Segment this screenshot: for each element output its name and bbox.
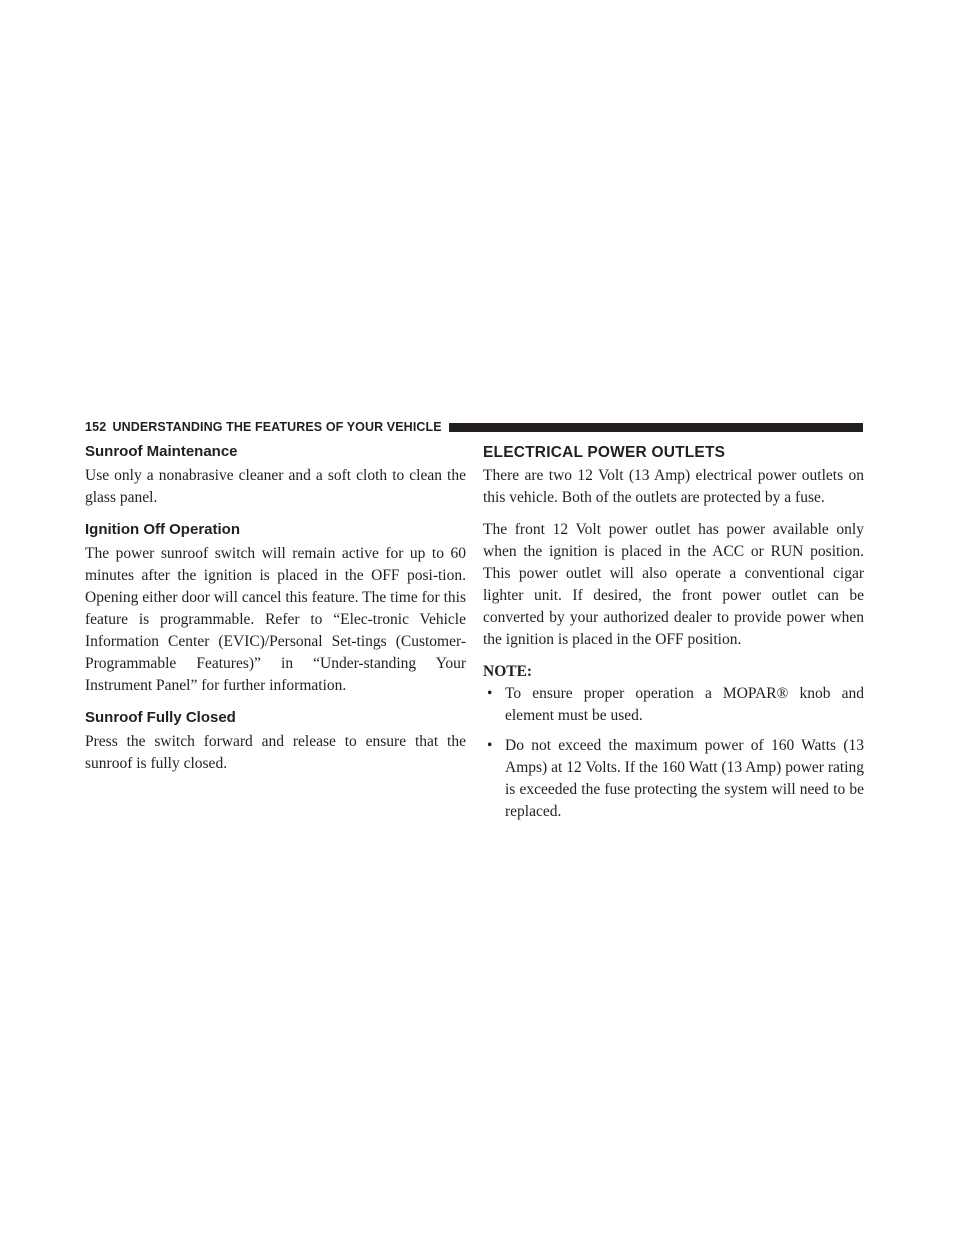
list-item	[483, 683, 864, 727]
outlets-paragraph-1: There are two 12 Volt (13 Amp) electrical power outlets on this vehicle. Both of the outlets are protected by a fuse.	[483, 467, 864, 506]
bullet-text: To ensure proper operation a MOPAR® knob and element must be used.	[505, 685, 864, 724]
bullet-text: Do not exceed the maximum power of 160 Watts (13 Amps) at 12 Volts. If the 160 Watt (13 Amp) power rating is exceeded the fuse protecting the system will need to be replaced.	[505, 737, 864, 820]
chapter-title: UNDERSTANDING THE FEATURES OF YOUR VEHICLE	[112, 420, 442, 434]
section-body-sunroof-fully-closed: Press the switch forward and release to ensure that the sunroof is fully closed.	[85, 733, 466, 772]
section-body-ignition-off: The power sunroof switch will remain active for up to 60 minutes after the ignition is placed in the OFF posi-tion. Opening either door will cancel this feature. The time for this feature is programmable. Refer to “Elec-tronic Vehicle Information Center (EVIC)/Personal Set-tings (Customer-Programmable Features)” in “Under-standing Your Instrument Panel” for further information.	[85, 545, 466, 694]
note-list	[483, 683, 864, 823]
outlets-paragraph-2: The front 12 Volt power outlet has power available only when the ignition is placed in the ACC or RUN position. This power outlet will also operate a conventional cigar lighter unit. If desired, the front power outlet can be converted by your authorized dealer to provide power when the ignition is placed in the OFF position.	[483, 521, 864, 648]
bullet-icon: •	[487, 737, 493, 754]
section-heading-sunroof-fully-closed: Sunroof Fully Closed	[85, 709, 236, 726]
list-item	[483, 735, 864, 823]
page-number: 152	[85, 420, 107, 434]
header-rule	[449, 423, 863, 432]
section-body-sunroof-maintenance: Use only a nonabrasive cleaner and a soft cloth to clean the glass panel.	[85, 467, 466, 506]
note-label: NOTE:	[483, 663, 533, 680]
section-heading-electrical-power-outlets: ELECTRICAL POWER OUTLETS	[483, 444, 726, 461]
section-heading-sunroof-maintenance: Sunroof Maintenance	[85, 443, 238, 460]
bullet-icon: •	[487, 685, 493, 702]
section-heading-ignition-off: Ignition Off Operation	[85, 521, 240, 538]
right-column	[483, 443, 864, 823]
page-header	[85, 418, 863, 436]
left-column	[85, 443, 466, 775]
